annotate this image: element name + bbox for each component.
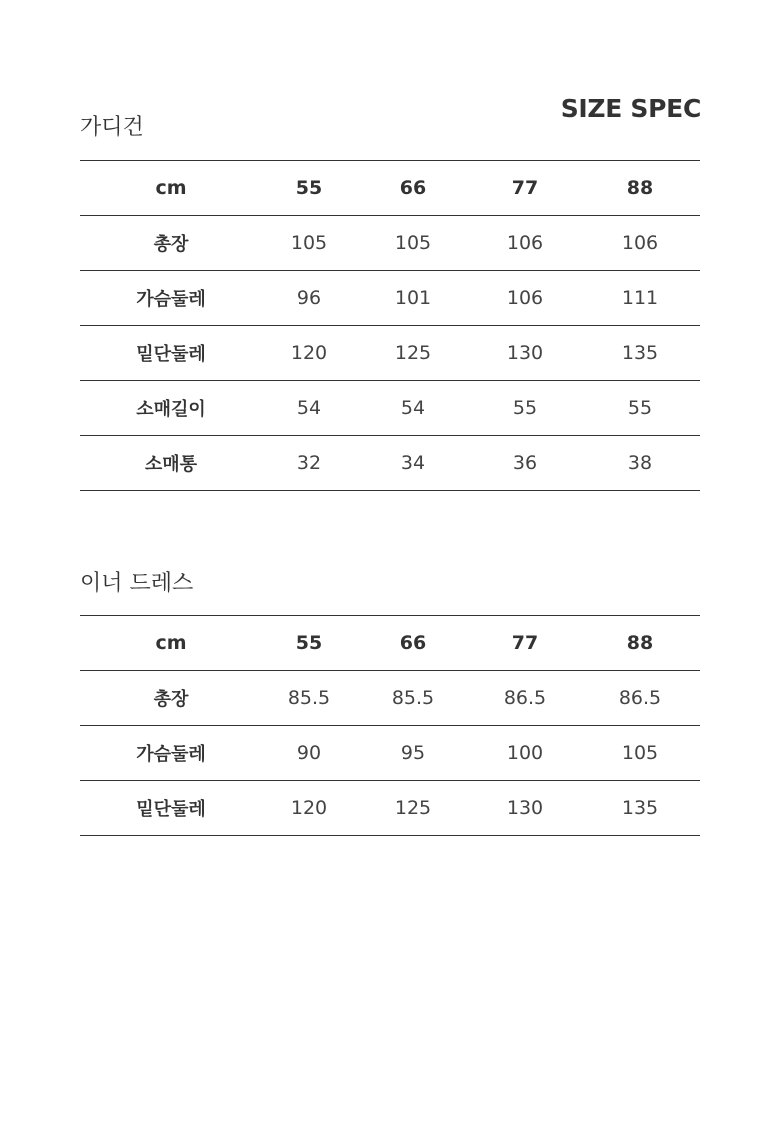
unit-header: cm <box>80 616 262 671</box>
table-cell: 125 <box>356 781 470 836</box>
table-cell: 85.5 <box>356 671 470 726</box>
unit-header: cm <box>80 161 262 216</box>
table-cell: 120 <box>262 326 356 381</box>
row-label: 소매길이 <box>80 381 262 436</box>
table-cell: 36 <box>470 436 580 491</box>
section-title-cardigan: 가디건 <box>80 115 144 140</box>
table-cell: 32 <box>262 436 356 491</box>
table-cell: 86.5 <box>470 671 580 726</box>
row-label: 가슴둘레 <box>80 271 262 326</box>
row-label: 가슴둘레 <box>80 726 262 781</box>
table-header-row <box>80 161 700 216</box>
table-cell: 90 <box>262 726 356 781</box>
size-header-88: 88 <box>580 161 700 216</box>
table-cell: 100 <box>470 726 580 781</box>
table-cell: 120 <box>262 781 356 836</box>
row-label: 총장 <box>80 216 262 271</box>
row-label: 소매통 <box>80 436 262 491</box>
table-row <box>80 436 700 491</box>
table-cell: 125 <box>356 326 470 381</box>
table-cell: 130 <box>470 781 580 836</box>
table-row <box>80 271 700 326</box>
table-row <box>80 381 700 436</box>
table-cell: 130 <box>470 326 580 381</box>
size-header-66: 66 <box>356 161 470 216</box>
table-cell: 105 <box>580 726 700 781</box>
table-cell: 135 <box>580 326 700 381</box>
table-cell: 54 <box>356 381 470 436</box>
size-header-77: 77 <box>470 161 580 216</box>
table-cell: 135 <box>580 781 700 836</box>
size-header-55: 55 <box>262 616 356 671</box>
table-cell: 101 <box>356 271 470 326</box>
page-heading: SIZE SPEC <box>560 94 701 123</box>
table-row <box>80 216 700 271</box>
table-cell: 105 <box>356 216 470 271</box>
row-label: 총장 <box>80 671 262 726</box>
table-cell: 106 <box>470 271 580 326</box>
row-label: 밑단둘레 <box>80 781 262 836</box>
size-header-66: 66 <box>356 616 470 671</box>
table-cell: 95 <box>356 726 470 781</box>
table-cell: 106 <box>580 216 700 271</box>
size-header-77: 77 <box>470 616 580 671</box>
size-header-55: 55 <box>262 161 356 216</box>
table-cell: 111 <box>580 271 700 326</box>
table-cell: 38 <box>580 436 700 491</box>
table-cell: 55 <box>470 381 580 436</box>
size-header-88: 88 <box>580 616 700 671</box>
table-cell: 86.5 <box>580 671 700 726</box>
table-cell: 54 <box>262 381 356 436</box>
table-cell: 105 <box>262 216 356 271</box>
row-label: 밑단둘레 <box>80 326 262 381</box>
table-row <box>80 326 700 381</box>
table-row <box>80 781 700 836</box>
table-header-row <box>80 616 700 671</box>
table-cell: 106 <box>470 216 580 271</box>
table-cell: 34 <box>356 436 470 491</box>
table-cell: 55 <box>580 381 700 436</box>
table-row <box>80 726 700 781</box>
inner-dress-size-table <box>80 615 700 836</box>
cardigan-size-table <box>80 160 700 491</box>
table-cell: 85.5 <box>262 671 356 726</box>
table-row <box>80 671 700 726</box>
table-cell: 96 <box>262 271 356 326</box>
section-title-inner-dress: 이너 드레스 <box>80 571 194 596</box>
